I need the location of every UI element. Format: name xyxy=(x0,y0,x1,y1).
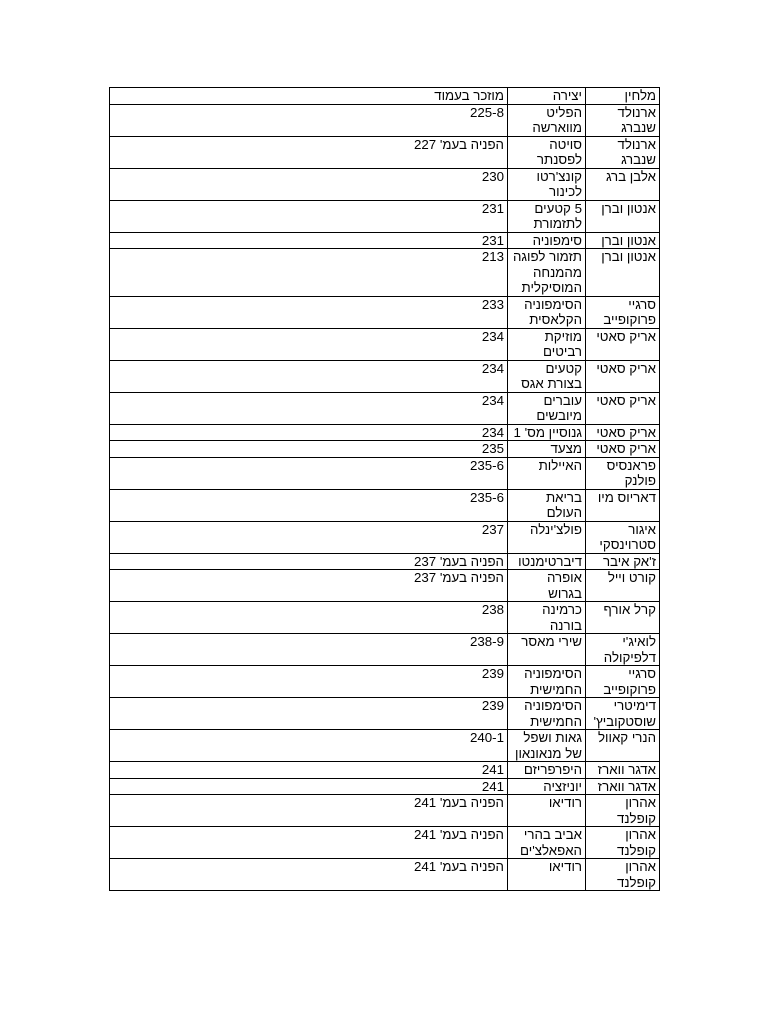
cell-composer: אריק סאטי xyxy=(586,328,660,360)
header-work: יצירה xyxy=(508,88,586,105)
cell-work: היפרפריזם xyxy=(508,762,586,779)
cell-work: עוברים מיובשים xyxy=(508,392,586,424)
cell-composer: הנרי קאוול xyxy=(586,730,660,762)
table-row xyxy=(110,489,660,521)
cell-work: מצעד xyxy=(508,441,586,458)
cell-page-reference: 234 xyxy=(110,424,508,441)
cell-composer: אדגר ווארז xyxy=(586,762,660,779)
cell-composer: אהרון קופלנד xyxy=(586,795,660,827)
cell-composer: קרל אורף xyxy=(586,602,660,634)
table-row xyxy=(110,570,660,602)
cell-work: קונצ'רטו לכינור xyxy=(508,168,586,200)
cell-work: מוזיקת רביטים xyxy=(508,328,586,360)
cell-work: קטעים בצורת אגס xyxy=(508,360,586,392)
table-row xyxy=(110,232,660,249)
header-composer: מלחין xyxy=(586,88,660,105)
table-row xyxy=(110,634,660,666)
cell-work: הסימפוניה החמישית xyxy=(508,666,586,698)
cell-page-reference: 238-9 xyxy=(110,634,508,666)
table-row xyxy=(110,795,660,827)
cell-work: הפליט מווארשה xyxy=(508,104,586,136)
cell-work: כרמינה בורנה xyxy=(508,602,586,634)
cell-page-reference: 241 xyxy=(110,762,508,779)
table-row xyxy=(110,441,660,458)
cell-page-reference: 237 xyxy=(110,521,508,553)
cell-composer: סרגיי פרוקופייב xyxy=(586,296,660,328)
cell-page-reference: 241 xyxy=(110,778,508,795)
table-row xyxy=(110,602,660,634)
table-row xyxy=(110,200,660,232)
table-row xyxy=(110,296,660,328)
table-row xyxy=(110,762,660,779)
table-row xyxy=(110,730,660,762)
cell-composer: דאריוס מיו xyxy=(586,489,660,521)
cell-work: שירי מאסר xyxy=(508,634,586,666)
table-row xyxy=(110,859,660,891)
cell-work: בריאת העולם xyxy=(508,489,586,521)
cell-page-reference: 235-6 xyxy=(110,457,508,489)
cell-page-reference: הפניה בעמ' 237 xyxy=(110,553,508,570)
cell-page-reference: 234 xyxy=(110,392,508,424)
cell-composer: אדגר ווארז xyxy=(586,778,660,795)
table-row xyxy=(110,521,660,553)
table-row xyxy=(110,698,660,730)
cell-page-reference: 240-1 xyxy=(110,730,508,762)
table-row xyxy=(110,457,660,489)
cell-composer: אנטון וברן xyxy=(586,249,660,297)
cell-composer: סרגיי פרוקופייב xyxy=(586,666,660,698)
table-row xyxy=(110,168,660,200)
cell-composer: דימיטרי שוסטקוביץ' xyxy=(586,698,660,730)
cell-composer: אנטון וברן xyxy=(586,200,660,232)
cell-composer: ז'אק איבר xyxy=(586,553,660,570)
cell-page-reference: 235 xyxy=(110,441,508,458)
cell-composer: אריק סאטי xyxy=(586,360,660,392)
cell-work: סויטה לפסנתר xyxy=(508,136,586,168)
table-row xyxy=(110,666,660,698)
cell-page-reference: 238 xyxy=(110,602,508,634)
cell-composer: אריק סאטי xyxy=(586,424,660,441)
cell-page-reference: 213 xyxy=(110,249,508,297)
composers-table xyxy=(109,87,660,891)
cell-composer: אנטון וברן xyxy=(586,232,660,249)
cell-page-reference: 225-8 xyxy=(110,104,508,136)
cell-work: דיברטימנטו xyxy=(508,553,586,570)
cell-composer: אהרון קופלנד xyxy=(586,859,660,891)
cell-composer: אריק סאטי xyxy=(586,441,660,458)
cell-work: גאות ושפל של מנאונאון xyxy=(508,730,586,762)
cell-page-reference: 235-6 xyxy=(110,489,508,521)
table-row xyxy=(110,360,660,392)
header-page-reference: מוזכר בעמוד xyxy=(110,88,508,105)
cell-page-reference: הפניה בעמ' 241 xyxy=(110,827,508,859)
cell-work: גנוסיין מס' 1 xyxy=(508,424,586,441)
cell-composer: איגור סטרוינסקי xyxy=(586,521,660,553)
cell-page-reference: 239 xyxy=(110,666,508,698)
cell-work: רודיאו xyxy=(508,859,586,891)
cell-page-reference: 231 xyxy=(110,232,508,249)
cell-work: הסימפוניה החמישית xyxy=(508,698,586,730)
cell-composer: קורט וייל xyxy=(586,570,660,602)
cell-work: אופרה בגרוש xyxy=(508,570,586,602)
cell-work: רודיאו xyxy=(508,795,586,827)
cell-work: סימפוניה xyxy=(508,232,586,249)
table-row xyxy=(110,778,660,795)
cell-composer: פראנסיס פולנק xyxy=(586,457,660,489)
cell-work: האיילות xyxy=(508,457,586,489)
table-header-row xyxy=(110,88,660,105)
cell-page-reference: 239 xyxy=(110,698,508,730)
cell-composer: לואיג'י דלפיקולה xyxy=(586,634,660,666)
cell-page-reference: הפניה בעמ' 241 xyxy=(110,795,508,827)
table-body xyxy=(110,88,660,891)
table-row xyxy=(110,553,660,570)
table-row xyxy=(110,392,660,424)
cell-page-reference: הפניה בעמ' 241 xyxy=(110,859,508,891)
table-row xyxy=(110,104,660,136)
cell-composer: אלבן ברג xyxy=(586,168,660,200)
cell-work: 5 קטעים לתזמורת xyxy=(508,200,586,232)
cell-composer: ארנולד שנברג xyxy=(586,136,660,168)
table-row xyxy=(110,424,660,441)
cell-page-reference: 231 xyxy=(110,200,508,232)
cell-page-reference: הפניה בעמ' 227 xyxy=(110,136,508,168)
cell-page-reference: 234 xyxy=(110,360,508,392)
table-row xyxy=(110,136,660,168)
cell-work: תזמור לפוגה מהמנחה המוסיקלית xyxy=(508,249,586,297)
cell-composer: אריק סאטי xyxy=(586,392,660,424)
cell-work: הסימפוניה הקלאסית xyxy=(508,296,586,328)
cell-page-reference: 230 xyxy=(110,168,508,200)
table-row xyxy=(110,249,660,297)
cell-composer: ארנולד שנברג xyxy=(586,104,660,136)
table-row xyxy=(110,328,660,360)
cell-page-reference: 233 xyxy=(110,296,508,328)
cell-work: פולצ'ינלה xyxy=(508,521,586,553)
cell-page-reference: הפניה בעמ' 237 xyxy=(110,570,508,602)
cell-composer: אהרון קופלנד xyxy=(586,827,660,859)
cell-page-reference: 234 xyxy=(110,328,508,360)
table-row xyxy=(110,827,660,859)
cell-work: יוניזציה xyxy=(508,778,586,795)
cell-work: אביב בהרי האפאלצ'ים xyxy=(508,827,586,859)
